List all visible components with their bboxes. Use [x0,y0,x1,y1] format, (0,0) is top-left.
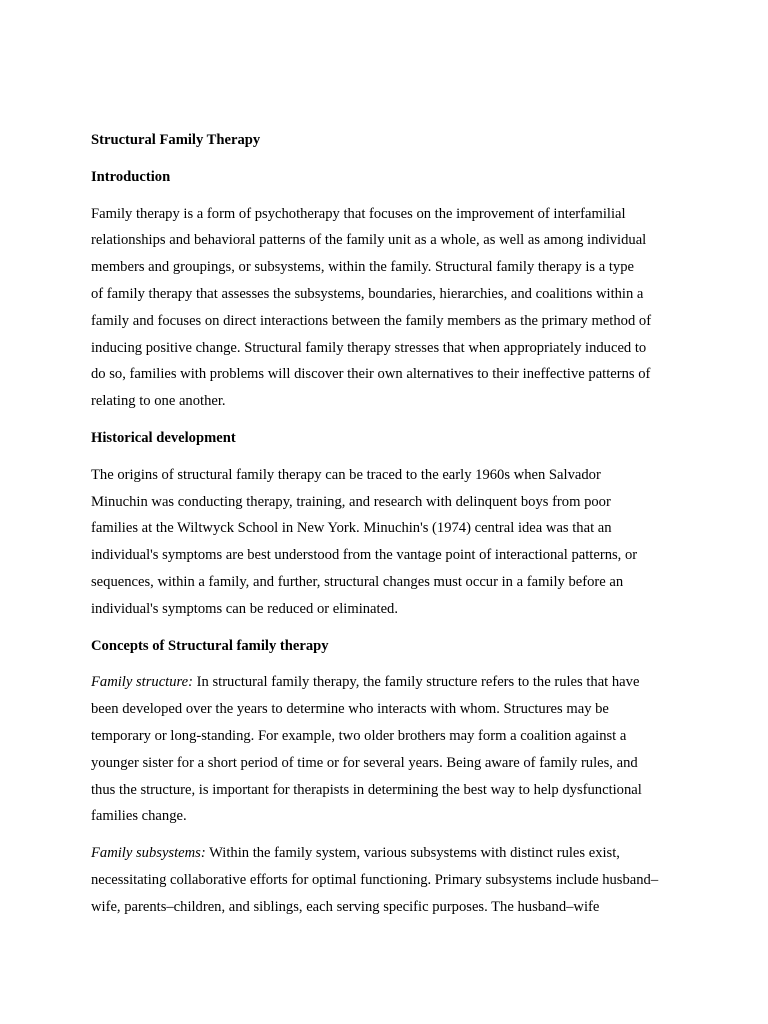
paragraph-line: family and focuses on direct interactions between the family members as the primary method of [91,312,652,329]
paragraph-line: relating to one another. [91,393,226,410]
paragraph-line: wife, parents–children, and siblings, each serving specific purposes. The husband–wife [91,898,600,915]
family-subsystems-first-line: Within the family system, various subsystems with distinct rules exist, [205,845,620,862]
document-page [91,127,681,931]
paragraph-line: Family therapy is a form of psychotherapy that focuses on the improvement of interfamilial [91,205,626,222]
paragraph-line: necessitating collaborative efforts for optimal functioning. Primary subsystems include husband– [91,871,659,888]
paragraph-line: families at the Wiltwyck School in New York. Minuchin's (1974) central idea was that an [91,520,612,537]
paragraph-line [91,669,681,696]
paragraph-line: temporary or long-standing. For example, two older brothers may form a coalition against a [91,727,627,744]
paragraph-line: sequences, within a family, and further, structural changes must occur in a family before an [91,573,624,590]
family-structure-paragraph [91,669,681,830]
paragraph-line: The origins of structural family therapy can be traced to the early 1960s when Salvador [91,466,601,483]
paragraph-line: younger sister for a short period of time or for several years. Being aware of family rules, and [91,754,638,771]
document-title: Structural Family Therapy [91,132,261,148]
historical-heading: Historical development [91,429,236,446]
paragraph-line: families change. [91,808,187,825]
paragraph-line: members and groupings, or subsystems, within the family. Structural family therapy is a type [91,259,634,276]
paragraph-line: Minuchin was conducting therapy, training, and research with delinquent boys from poor [91,493,611,510]
family-structure-term: Family structure: [91,674,193,691]
paragraph-line: individual's symptoms are best understood from the vantage point of interactional patterns, or [91,547,638,564]
paragraph-line: been developed over the years to determine who interacts with whom. Structures may be [91,701,609,718]
paragraph-line: do so, families with problems will discover their own alternatives to their ineffective patterns of [91,366,651,383]
family-subsystems-term: Family subsystems: [91,845,206,862]
introduction-heading: Introduction [91,168,171,185]
historical-paragraph [91,462,681,623]
paragraph-line: inducing positive change. Structural family therapy stresses that when appropriately induced to [91,339,647,356]
family-structure-first-line: In structural family therapy, the family structure refers to the rules that have [193,674,640,691]
introduction-paragraph [91,201,681,415]
paragraph-line: thus the structure, is important for therapists in determining the best way to help dysfunctional [91,781,642,798]
concepts-heading: Concepts of Structural family therapy [91,637,329,654]
paragraph-line: of family therapy that assesses the subsystems, boundaries, hierarchies, and coalitions within a [91,285,644,302]
paragraph-line: relationships and behavioral patterns of the family unit as a whole, as well as among individual [91,232,647,249]
paragraph-line: individual's symptoms can be reduced or eliminated. [91,600,398,617]
paragraph-line [91,840,681,867]
family-subsystems-paragraph [91,840,681,920]
